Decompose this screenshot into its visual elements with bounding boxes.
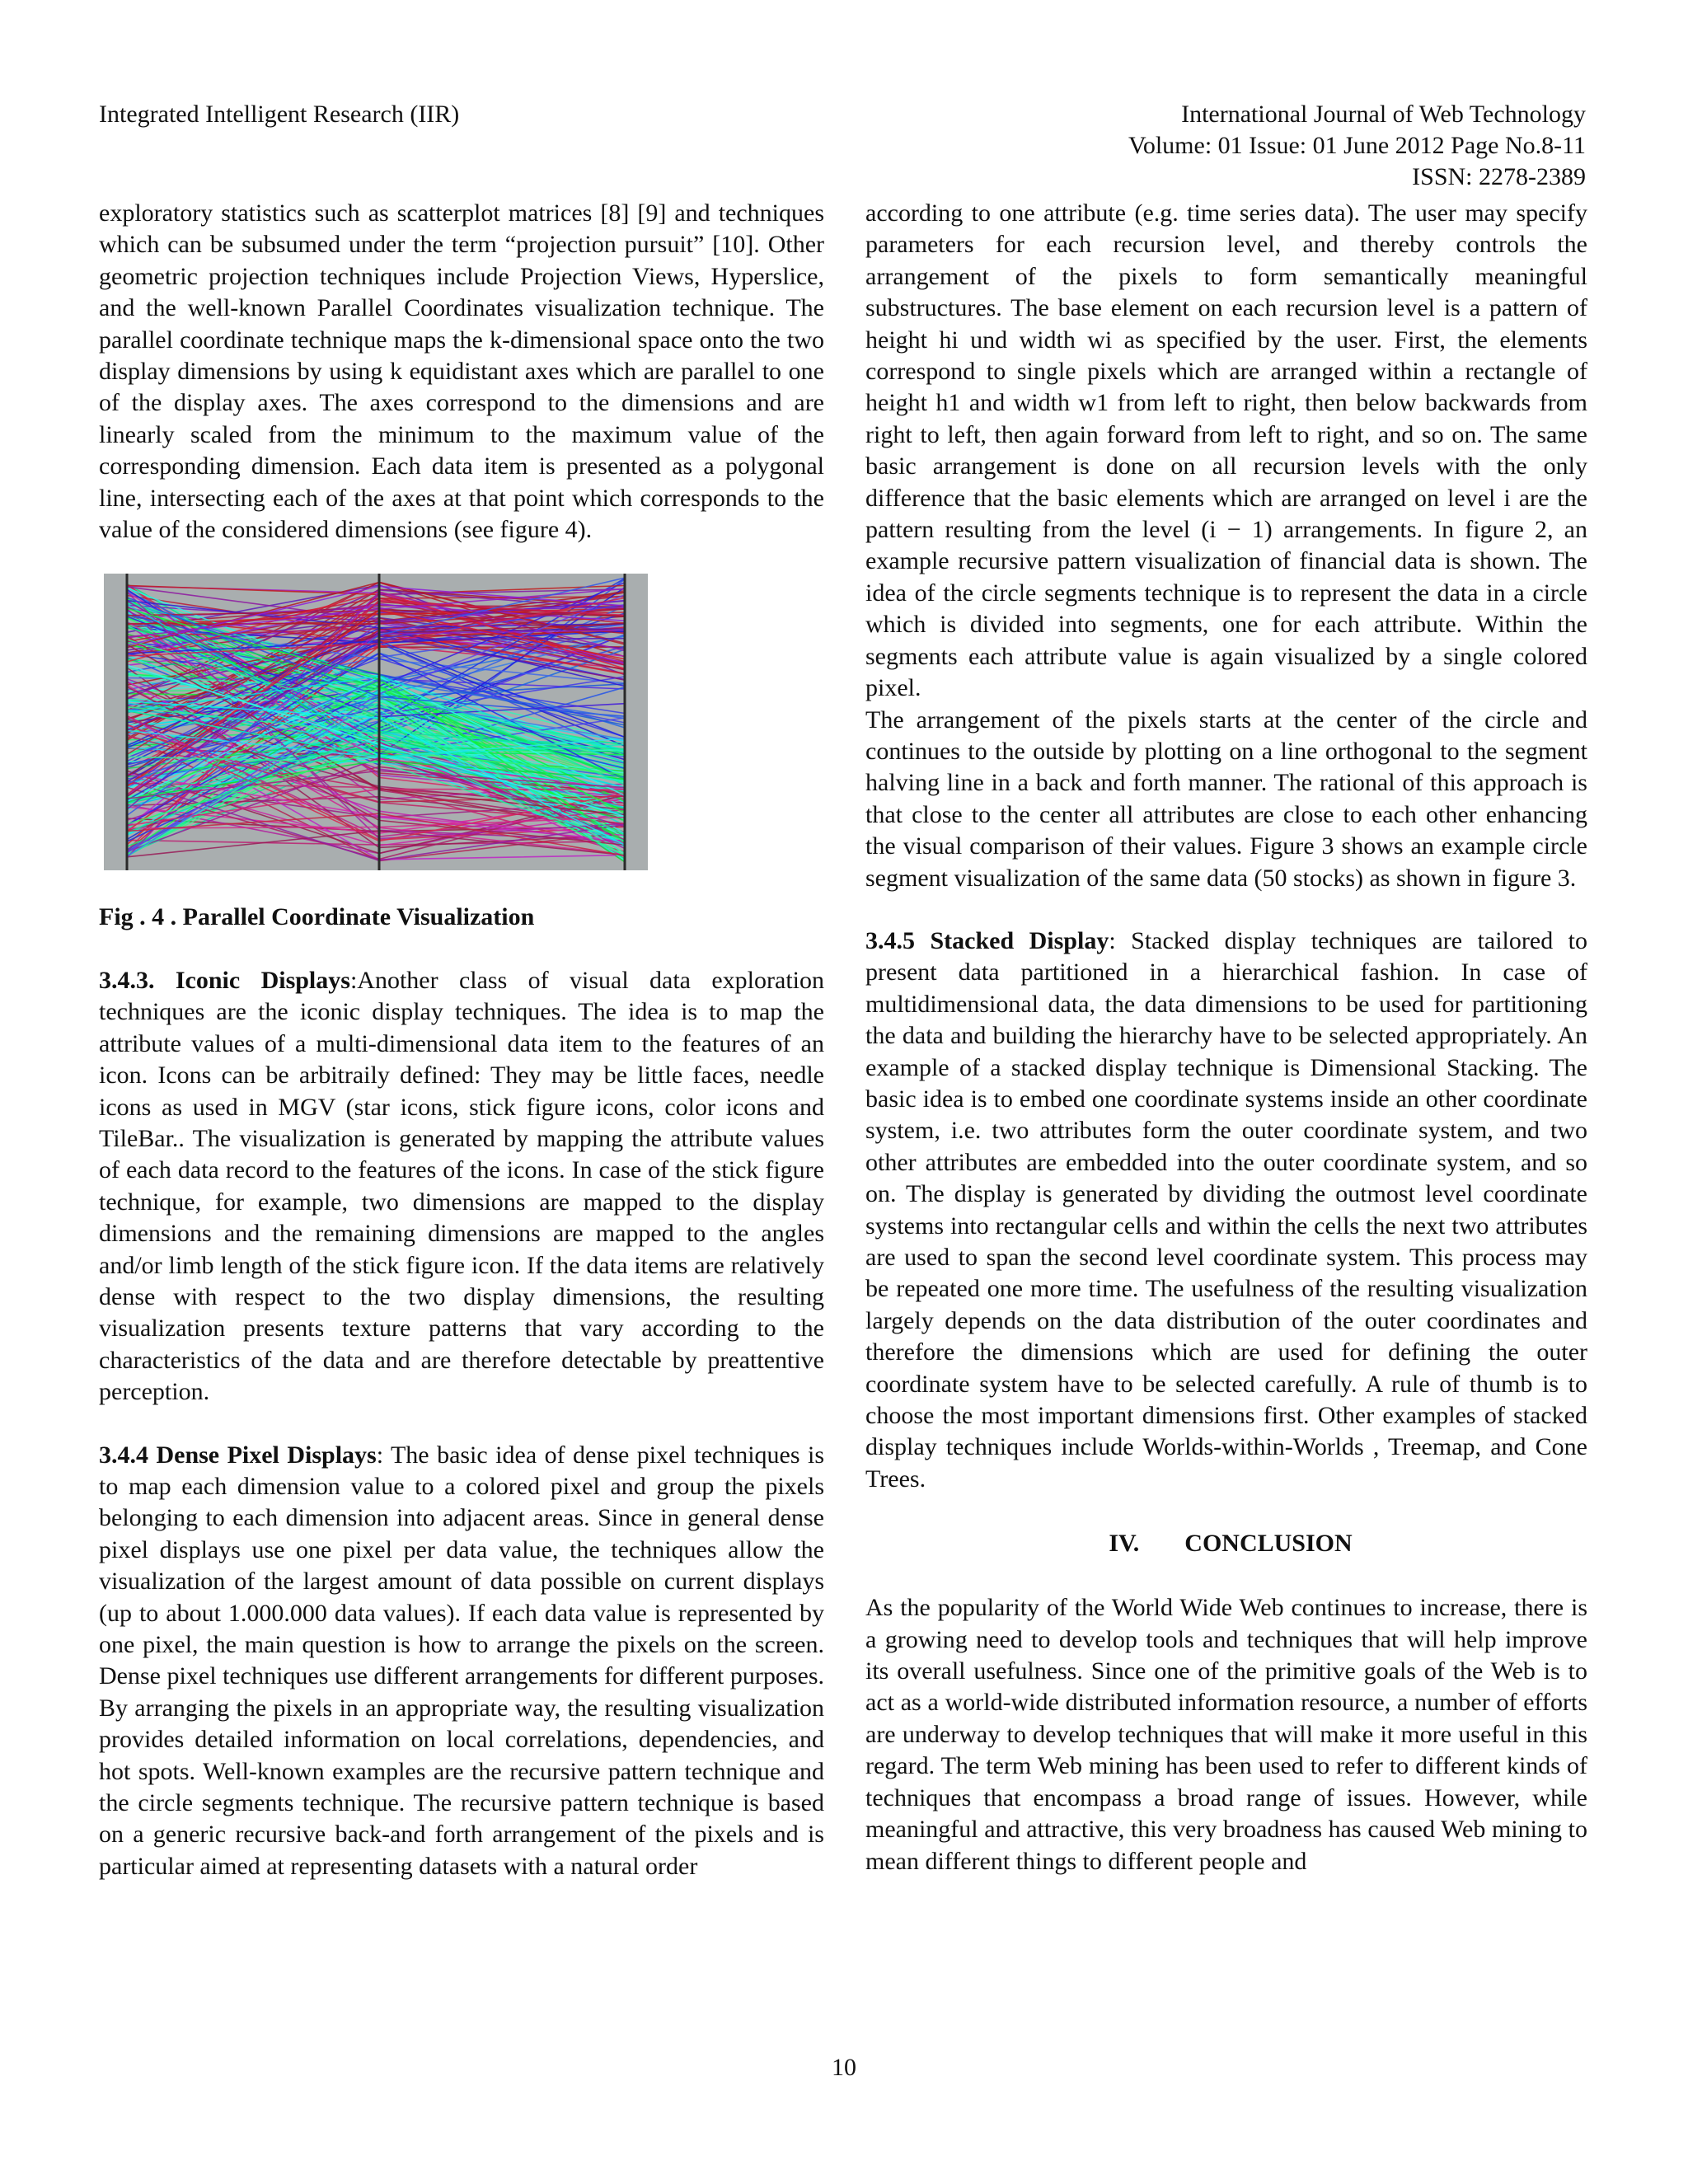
right-column [865, 198, 1587, 1877]
heading-iconic-displays: 3.4.3. Iconic Displays [99, 966, 350, 994]
parallel-coordinates-image [104, 574, 648, 870]
journal-name: International Journal of Web Technology [1181, 101, 1586, 128]
paragraph-projection: exploratory statistics such as scatterplot matrices [8] [9] and techniques which can be subsumed under the term “projection pursuit” [10]. Other geometric projection techniques include Projection Views, Hyperslice, and the well-known Parallel Coordinates visualization technique. The parallel coordinate technique maps the k-dimensional space onto the two display dimensions by using k equidistant axes which are parallel to one of the display axes. The axes correspond to the dimensions and are linearly scaled from the minimum to the maximum value of the corresponding dimension. Each data item is presented as a polygonal line, intersecting each of the axes at that point which corresponds to the value of the considered dimensions (see figure 4). [99, 199, 824, 544]
section-number: IV. [1109, 1530, 1140, 1558]
volume-issue: Volume: 01 Issue: 01 June 2012 Page No.8-11 [1128, 132, 1586, 159]
running-header-right [1128, 99, 1586, 193]
issn: ISSN: 2278-2389 [1412, 163, 1586, 190]
paragraph-stacked-display: 3.4.5 Stacked Display: Stacked display techniques are tailored to present data partitioned in a hierarchical fashion. In case of multidimensional data, the data dimensions to be used for partitioning the data and building the hierarchy have to be selected appropriately. An example of a stacked display technique is Dimensional Stacking. The basic idea is to embed one coordinate systems inside an other coordinate system, i.e. two attributes form the outer coordinate system, and two other attributes are embedded into the outer coordinate system, and so on. The display is generated by dividing the outmost level coordinate systems into rectangular cells and within the cells the next two attributes are used to span the second level coordinate system. This process may be repeated one more time. The usefulness of the resulting visualization largely depends on the data distribution of the outer coordinates and therefore the dimensions which are used for defining the outer coordinate system have to be selected carefully. A rule of thumb is to choose the most important dimensions first. Other examples of stacked display techniques include Worlds-within-Worlds , Treemap, and Cone Trees. [865, 926, 1587, 1493]
section-title: CONCLUSION [1184, 1530, 1353, 1558]
heading-stacked-display: 3.4.5 Stacked Display [865, 926, 1109, 954]
page-number: 10 [832, 2054, 856, 2081]
paragraph-recursive-pattern: according to one attribute (e.g. time series data). The user may specify parameters for each recursion level, and thereby controls the arrangement of the pixels to form semantically meaningful substructures. The base element on each recursion level is a pattern of height hi und width wi as specified by the user. First, the elements correspond to single pixels which are arranged within a rectangle of height h1 and width w1 from left to right, then below backwards from right to left, then again forward from left to right, and so on. The same basic arrangement is done on all recursion levels with the only difference that the basic elements which are arranged on level i are the pattern resulting from the level (i − 1) arrangements. In figure 2, an example recursive pattern visualization of financial data is shown. The idea of the circle segments technique is to represent the data in a circle which is divided into segments, one for each attribute. Within the segments each attribute value is again visualized by a single colored pixel. [865, 199, 1587, 702]
section-heading-conclusion [865, 1528, 1587, 1559]
paragraph-iconic-displays: 3.4.3. Iconic Displays:Another class of visual data exploration techniques are the iconic display techniques. The idea is to map the attribute values of a multi-dimensional data item to the features of an icon. Icons can be arbitraily defined: They may be little faces, needle icons as used in MGV (star icons, stick figure icons, color icons and TileBar.. The visualization is generated by mapping the attribute values of each data record to the features of the icons. In case of the stick figure technique, for example, two dimensions are mapped to the display dimensions and the remaining dimensions are mapped to the angles and/or limb length of the stick figure icon. If the data items are relatively dense with respect to the two display dimensions, the resulting visualization presents texture patterns that vary according to the characteristics of the data and are therefore detectable by preattentive perception. [99, 966, 824, 1406]
heading-dense-pixel: 3.4.4 Dense Pixel Displays [99, 1441, 377, 1469]
figure-caption: Fig . 4 . Parallel Coordinate Visualization [99, 903, 535, 931]
figure-4-parallel-coordinates [104, 574, 648, 870]
paragraph-circle-segments: The arrangement of the pixels starts at the center of the circle and continues to the outside by plotting on a line orthogonal to the segment halving line in a back and forth manner. The rational of this approach is that close to the center all attributes are close to each other enhancing the visual comparison of their values. Figure 3 shows an example circle segment visualization of the same data (50 stocks) as shown in figure 3. [865, 705, 1587, 892]
running-header-left: Integrated Intelligent Research (IIR) [99, 101, 460, 128]
polyline-bundle [127, 579, 625, 863]
left-column [99, 198, 824, 1882]
paragraph-dense-pixel: 3.4.4 Dense Pixel Displays: The basic idea of dense pixel techniques is to map each dimension value to a colored pixel and group the pixels belonging to each dimension into adjacent areas. Since in general dense pixel displays use one pixel per data value, the techniques allow the visualization of the largest amount of data possible on current displays (up to about 1.000.000 data values). If each data value is represented by one pixel, the main question is how to arrange the pixels on the screen. Dense pixel techniques use different arrangements for different purposes. By arranging the pixels in an appropriate way, the resulting visualization provides detailed information on local correlations, dependencies, and hot spots. Well-known examples are the recursive pattern technique and the circle segments technique. The recursive pattern technique is based on a generic recursive back-and forth arrangement of the pixels and is particular aimed at representing datasets with a natural order [99, 1441, 824, 1880]
paragraph-conclusion: As the popularity of the World Wide Web continues to increase, there is a growing need to develop tools and techniques that will help improve its overall usefulness. Since one of the primitive goals of the Web is to act as a world-wide distributed information resource, a number of efforts are underway to develop techniques that will make it more useful in this regard. The term Web mining has been used to refer to different kinds of techniques that encompass a broad range of issues. However, while meaningful and attractive, this very broadness has caused Web mining to mean different things to different people and [865, 1594, 1587, 1875]
